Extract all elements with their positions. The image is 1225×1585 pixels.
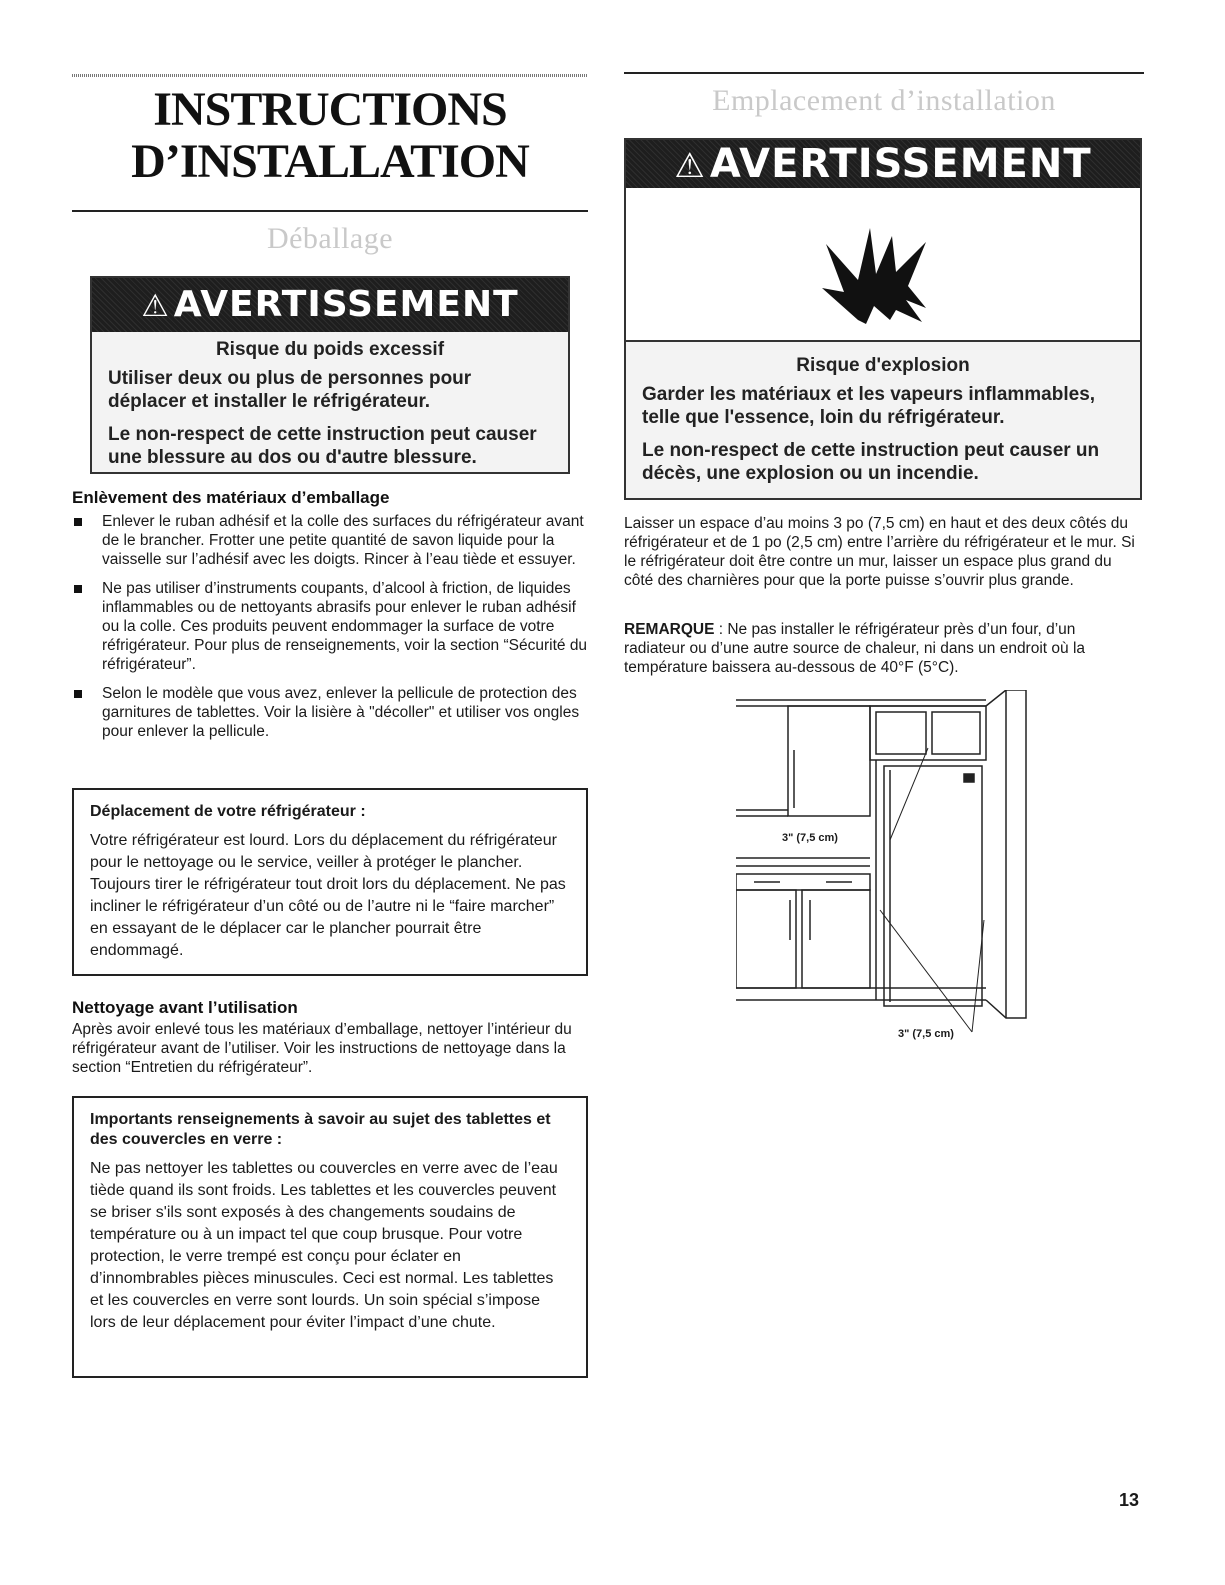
warning-consequence: Le non-respect de cette instruction peut causer un décès, une explosion ou un incendie. xyxy=(642,440,1100,484)
section-title-location: Emplacement d’installation xyxy=(712,84,1056,117)
list-item: Enlever le ruban adhésif et la colle des surfaces du réfrigérateur avant de le brancher. Frotter une petite quantité de savon liquide pour la vaisselle sur l’adhésif avec les doigts. Rincer à l’eau tiède et essuyer. xyxy=(72,512,588,569)
warning-header-text: AVERTISSEMENT xyxy=(709,141,1092,187)
warning-body xyxy=(92,338,568,479)
page-number: 13 xyxy=(1118,1490,1139,1510)
warning-box-explosion xyxy=(624,138,1142,500)
glass-info-box xyxy=(72,1096,588,1378)
warning-consequence: Le non-respect de cette instruction peut causer une blessure au dos ou d'autre blessure. xyxy=(108,424,537,468)
warning-risk: Risque du poids excessif xyxy=(215,339,445,360)
right-top-divider xyxy=(624,72,1144,74)
dimension-label-bottom: 3" (7,5 cm) xyxy=(898,1028,954,1040)
clearance-text: Laisser un espace d’au moins 3 po (7,5 cm) en haut et des deux côtés du réfrigérateur et de 1 po (2,5 cm) entre l’arrière du réfrigérateur et le mur. Si le réfrigérateur doit être contre un mur, laisser un espace plus grand du côté des charnières pour que la porte puisse s’ouvrir plus grande. xyxy=(624,515,1135,589)
warning-header xyxy=(92,278,568,332)
installation-diagram xyxy=(736,690,1036,1040)
note-label: REMARQUE xyxy=(624,621,715,638)
moving-heading: Déplacement de votre réfrigérateur : xyxy=(90,803,366,820)
dimension-label-top: 3" (7,5 cm) xyxy=(782,832,838,844)
moving-info-box xyxy=(72,788,588,976)
warning-triangle-icon: ⚠ xyxy=(141,289,170,324)
removal-list xyxy=(72,512,588,751)
warning-box-weight xyxy=(90,276,570,474)
warning-header-text: AVERTISSEMENT xyxy=(173,284,519,325)
warning-risk: Risque d'explosion xyxy=(796,355,970,376)
moving-text: Votre réfrigérateur est lourd. Lors du déplacement du réfrigérateur pour le nettoyage ou le service, veiller à protéger le plancher. Toujours tirer le réfrigérateur tout droit lors du déplacement. Ne pas incliner le réfrigérateur d’un côté ou de l’autre ni le “faire marcher” en essayant de le déplacer car le plancher pourrait être endommagé. xyxy=(90,832,566,959)
explosion-icon xyxy=(626,188,1140,340)
explosion-illustration xyxy=(626,188,1140,342)
title-divider xyxy=(72,210,588,212)
warning-header xyxy=(626,140,1140,188)
note-text xyxy=(624,620,1138,677)
list-item: Selon le modèle que vous avez, enlever la pellicule de protection des garnitures de tablettes. Voir la lisière à "décoller" et utiliser vos ongles pour enlever la pellicule. xyxy=(72,684,588,741)
section-title-unpacking: Déballage xyxy=(266,222,394,255)
clearance-diagram-svg xyxy=(736,690,1036,1035)
top-divider xyxy=(72,74,588,77)
removal-heading: Enlèvement des matériaux d’emballage xyxy=(72,488,390,507)
warning-instruction: Garder les matériaux et les vapeurs inflammables, telle que l'essence, loin du réfrigérateur. xyxy=(642,384,1096,428)
page-title xyxy=(72,84,588,188)
warning-body xyxy=(626,354,1140,495)
cleaning-text: Après avoir enlevé tous les matériaux d’emballage, nettoyer l’intérieur du réfrigérateur avant de l’utiliser. Voir les instructions de nettoyage dans la section “Entretien du réfrigérateur”. xyxy=(72,1021,572,1076)
note-body: : Ne pas installer le réfrigérateur près d’un four, d’un radiateur ou d’une autre source de chaleur, ni dans un endroit où la température baissera au-dessous de 40°F (5°C). xyxy=(624,621,1086,676)
page-title-line2: D’INSTALLATION xyxy=(131,135,529,188)
warning-triangle-icon: ⚠ xyxy=(674,146,706,186)
warning-instruction: Utiliser deux ou plus de personnes pour déplacer et installer le réfrigérateur. xyxy=(108,368,472,412)
list-item: Ne pas utiliser d’instruments coupants, d’alcool à friction, de liquides inflammables ou de nettoyants abrasifs pour enlever le ruban adhésif ou la colle. Ces produits peuvent endommager la surface de votre réfrigérateur. Pour plus de renseignements, voir la section “Sécurité du réfrigérateur”. xyxy=(72,579,588,674)
cleaning-heading: Nettoyage avant l’utilisation xyxy=(72,998,298,1017)
page-title-line1: INSTRUCTIONS xyxy=(153,83,507,136)
glass-heading: Importants renseignements à savoir au sujet des tablettes et des couvercles en verre : xyxy=(90,1111,551,1148)
glass-text: Ne pas nettoyer les tablettes ou couvercles en verre avec de l’eau tiède quand ils sont froids. Les tablettes et les couvercles peuvent se briser s'ils sont exposés à des changements soudains de température ou à un impact tel que coup brusque. Pour votre protection, le verre trempé est conçu pour éclater en d’innombrables pièces minuscules. Ceci est normal. Les tablettes et les couvercles en verre sont lourds. Un soin spécial s’impose lors de leur déplacement pour éviter l’impact d’une chute. xyxy=(90,1160,558,1331)
